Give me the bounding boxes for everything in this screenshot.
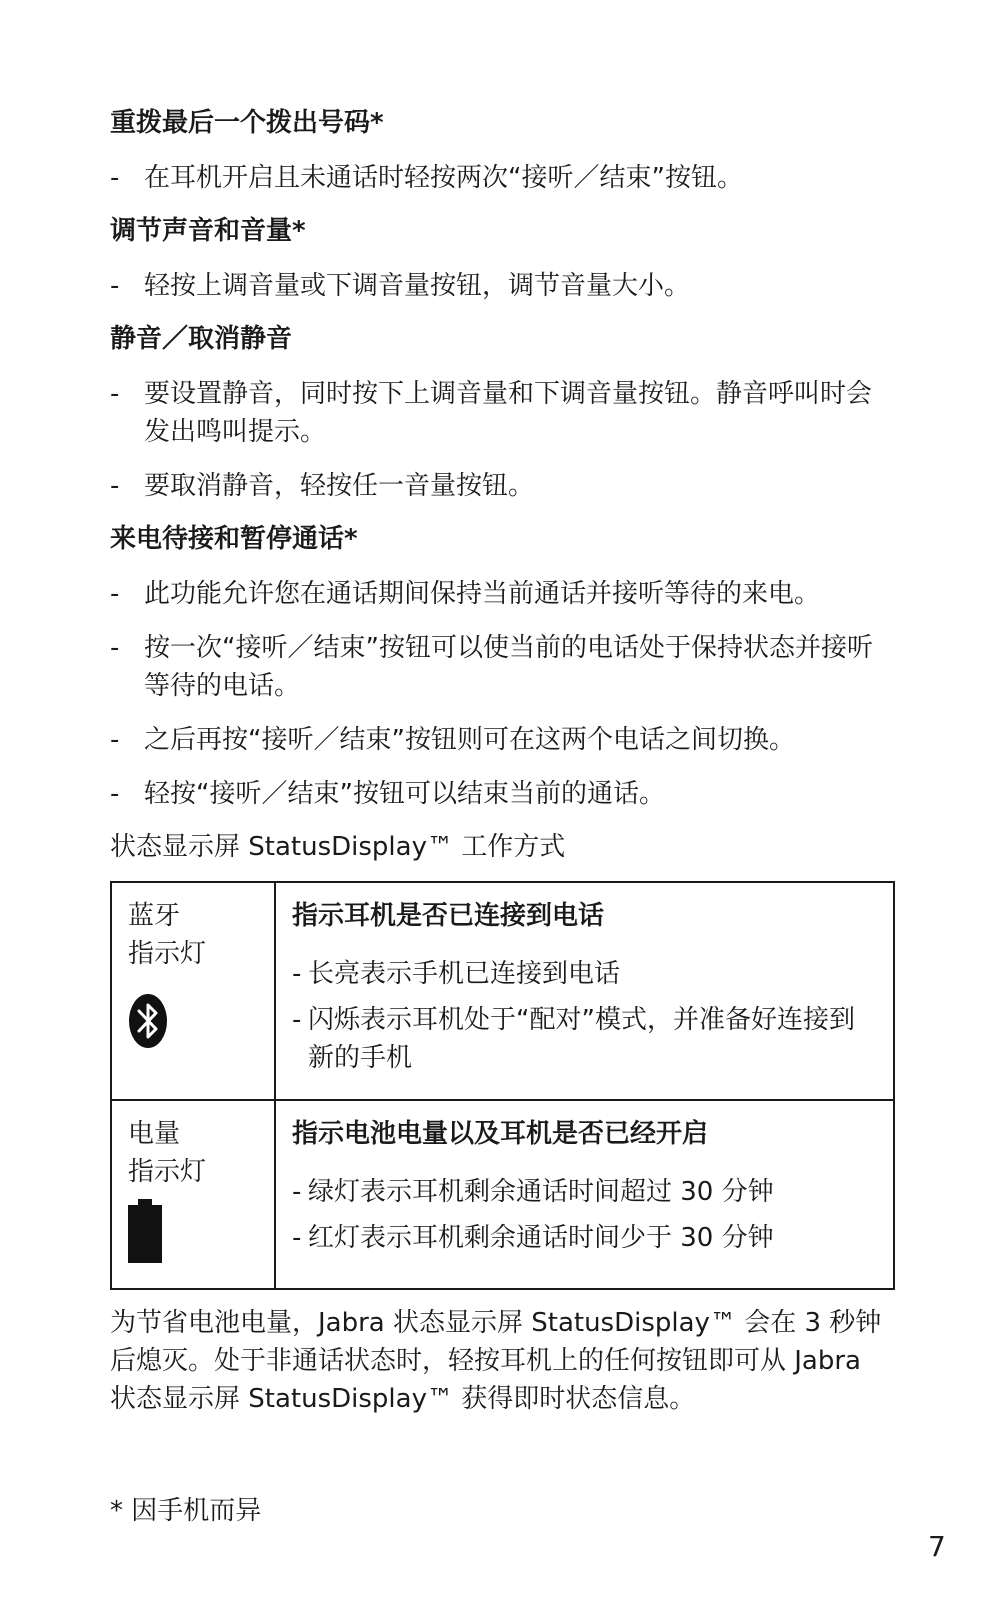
list-item-text: 轻按“接听／结束”按钮可以结束当前的通话。 bbox=[144, 779, 665, 809]
bullet-dash: - bbox=[292, 1223, 302, 1253]
page-content bbox=[110, 105, 895, 1418]
list-item-text: 轻按上调音量或下调音量按钮，调节音量大小。 bbox=[144, 271, 691, 301]
bullet-dash: - bbox=[110, 379, 120, 409]
list-item bbox=[110, 721, 895, 759]
list-item-text: 闪烁表示耳机处于“配对”模式，并准备好连接到新的手机 bbox=[308, 1005, 855, 1073]
bullet-dash: - bbox=[110, 725, 120, 755]
table-row bbox=[111, 882, 894, 1100]
indicator-label: 指示灯 bbox=[128, 1157, 207, 1187]
list-item-text: 红灯表示耳机剩余通话时间少于 30 分钟 bbox=[308, 1223, 774, 1253]
bullet-dash: - bbox=[292, 959, 302, 989]
section-heading: 重拨最后一个拨出号码* bbox=[110, 108, 384, 138]
list-item bbox=[110, 375, 895, 451]
bullet-dash: - bbox=[292, 1177, 302, 1207]
indicator-title: 指示电池电量以及耳机是否已经开启 bbox=[292, 1119, 709, 1149]
status-display-caption: 状态显示屏 StatusDisplay™ 工作方式 bbox=[110, 832, 566, 862]
indicator-label: 蓝牙 bbox=[128, 901, 181, 931]
indicator-title: 指示耳机是否已连接到电话 bbox=[292, 901, 605, 931]
section-heading: 来电待接和暂停通话* bbox=[110, 524, 358, 554]
indicator-description-cell bbox=[275, 1100, 894, 1289]
bullet-dash: - bbox=[110, 779, 120, 809]
list-item-text: 长亮表示手机已连接到电话 bbox=[308, 959, 621, 989]
status-table bbox=[110, 881, 895, 1290]
bullet-dash: - bbox=[110, 633, 120, 663]
section-heading: 调节声音和音量* bbox=[110, 216, 306, 246]
indicator-label-cell bbox=[111, 1100, 275, 1289]
list-item bbox=[110, 575, 895, 613]
list-item bbox=[110, 267, 895, 305]
bullet-dash: - bbox=[110, 579, 120, 609]
list-item-text: 要取消静音，轻按任一音量按钮。 bbox=[144, 471, 535, 501]
list-item-text: 在耳机开启且未通话时轻按两次“接听／结束”按钮。 bbox=[144, 163, 743, 193]
list-item-text: 之后再按“接听／结束”按钮则可在这两个电话之间切换。 bbox=[144, 725, 795, 755]
indicator-description-cell bbox=[275, 882, 894, 1100]
indicator-label: 电量 bbox=[128, 1119, 181, 1149]
list-item-text: 绿灯表示耳机剩余通话时间超过 30 分钟 bbox=[308, 1177, 774, 1207]
list-item bbox=[110, 467, 895, 505]
footnote: * 因手机而异 bbox=[110, 1496, 262, 1526]
list-item-text: 按一次“接听／结束”按钮可以使当前的电话处于保持状态并接听等待的电话。 bbox=[144, 633, 873, 701]
section-heading: 静音／取消静音 bbox=[110, 324, 293, 354]
list-item bbox=[292, 1001, 877, 1077]
bullet-dash: - bbox=[110, 271, 120, 301]
indicator-label: 指示灯 bbox=[128, 939, 207, 969]
page-number: 7 bbox=[928, 1530, 946, 1563]
list-item-text: 要设置静音，同时按下上调音量和下调音量按钮。静音呼叫时会发出鸣叫提示。 bbox=[144, 379, 873, 447]
battery-icon bbox=[128, 1199, 162, 1263]
bullet-dash: - bbox=[292, 1005, 302, 1035]
list-item bbox=[292, 1219, 877, 1257]
list-item bbox=[110, 775, 895, 813]
list-item bbox=[292, 1173, 877, 1211]
bluetooth-icon bbox=[128, 993, 168, 1049]
list-item bbox=[110, 159, 895, 197]
list-item bbox=[110, 629, 895, 705]
indicator-label-cell bbox=[111, 882, 275, 1100]
battery-saving-note: 为节省电池电量，Jabra 状态显示屏 StatusDisplay™ 会在 3 秒钟后熄灭。处于非通话状态时，轻按耳机上的任何按钮即可从 Jabra 状态显示屏 StatusDisplay™ 获得即时状态信息。 bbox=[110, 1308, 882, 1414]
bullet-dash: - bbox=[110, 471, 120, 501]
list-item-text: 此功能允许您在通话期间保持当前通话并接听等待的来电。 bbox=[144, 579, 821, 609]
table-row bbox=[111, 1100, 894, 1289]
list-item bbox=[292, 955, 877, 993]
bullet-dash: - bbox=[110, 163, 120, 193]
